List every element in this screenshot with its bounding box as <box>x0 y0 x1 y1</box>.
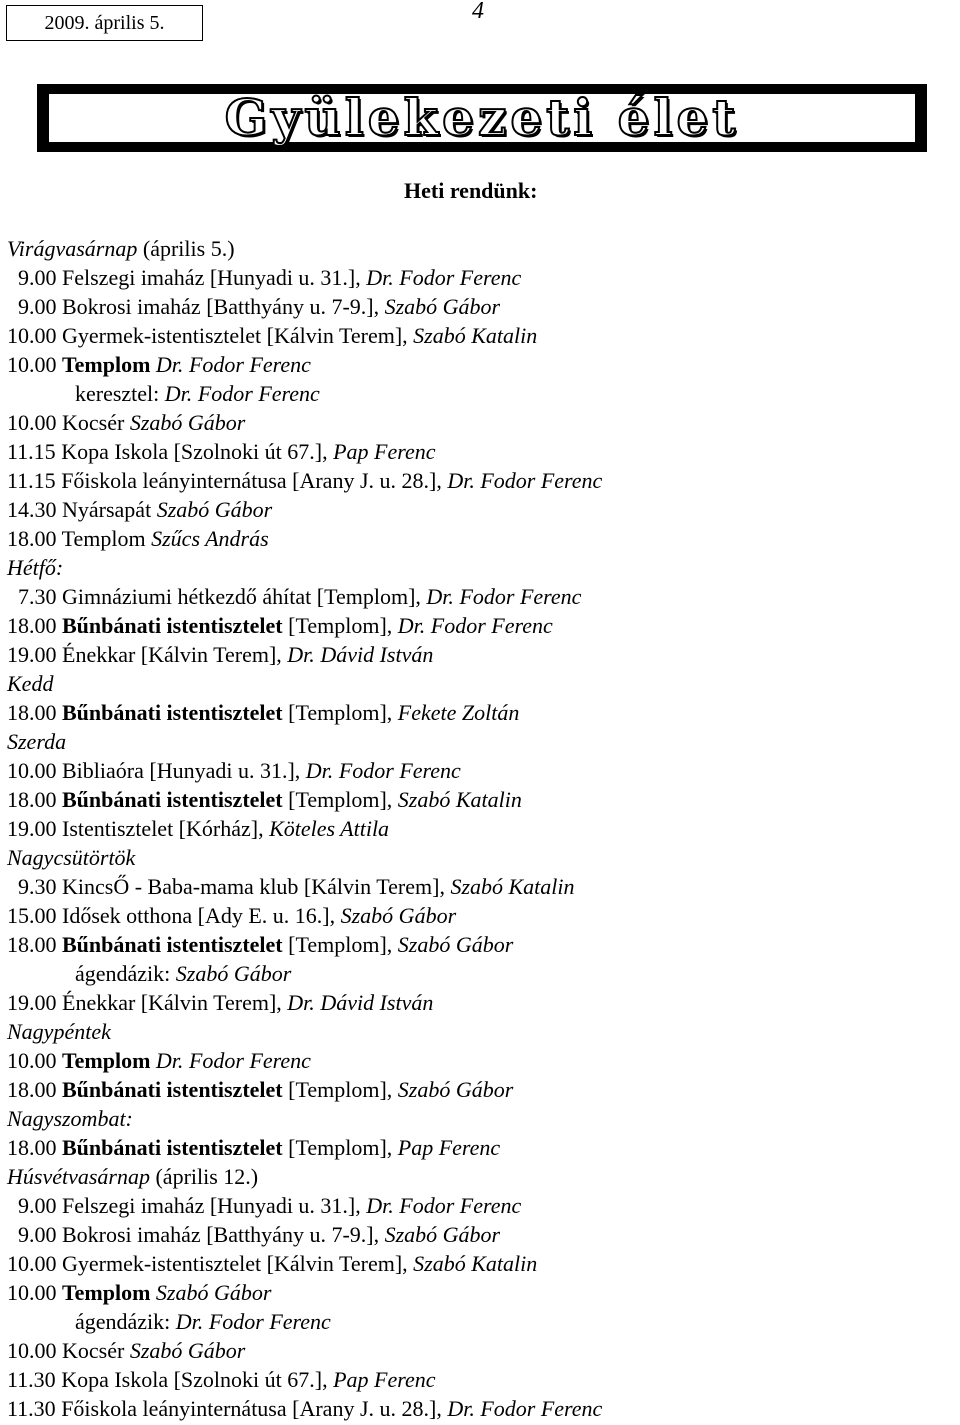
entry-location: Templom <box>61 526 152 551</box>
entry-service: Bűnbánati istentisztelet <box>62 1077 283 1102</box>
entry-title: Dr. <box>397 613 426 638</box>
day-label: Virágvasárnap <box>7 236 138 261</box>
schedule-entry <box>7 292 947 321</box>
schedule-entry <box>7 872 947 901</box>
entry-person: Szabó Gábor <box>129 1338 246 1363</box>
banner-title: Gyülekezeti élet <box>224 88 740 147</box>
day-label: Hétfő: <box>7 555 64 580</box>
entry-person: Szűcs András <box>151 526 269 551</box>
entry-time: 10.00 <box>7 323 62 348</box>
day-heading <box>7 1017 947 1046</box>
entry-title: Dr. <box>366 265 394 290</box>
entry-location: ágendázik: <box>75 1309 176 1334</box>
schedule-entry <box>7 379 947 408</box>
entry-time: 11.15 <box>7 468 62 493</box>
entry-location: Gyermek-istentisztelet [Kálvin Terem], <box>62 323 414 348</box>
schedule-entry <box>7 1249 947 1278</box>
date-box <box>6 5 203 41</box>
entry-location: Főiskola leányinternátusa [Arany J. u. 28.], <box>61 468 448 493</box>
entry-time: 11.15 <box>7 439 62 464</box>
schedule-entry <box>7 988 947 1017</box>
entry-person: Fodor Ferenc <box>393 265 522 290</box>
entry-time: 18.00 <box>7 700 62 725</box>
entry-person: Fodor Ferenc <box>393 1193 522 1218</box>
day-label: Nagypéntek <box>7 1019 111 1044</box>
schedule-entry <box>7 524 947 553</box>
entry-time: 11.30 <box>7 1396 62 1421</box>
schedule-entry <box>7 930 947 959</box>
entry-location: Kopa Iskola [Szolnoki út 67.], <box>61 1367 334 1392</box>
section-banner <box>37 84 927 152</box>
entry-location: KincsŐ - Baba-mama klub [Kálvin Terem], <box>62 874 451 899</box>
entry-location: Bokrosi imaház [Batthyány u. 7-9.], <box>62 294 385 319</box>
entry-title: Dr. <box>287 642 315 667</box>
schedule-entry <box>7 1394 947 1423</box>
schedule-entry <box>7 1133 947 1162</box>
entry-location: Felszegi imaház [Hunyadi u. 31.], <box>62 1193 367 1218</box>
entry-service: Templom <box>62 1048 151 1073</box>
schedule-entry <box>7 437 947 466</box>
day-note: (április 12.) <box>149 1164 259 1189</box>
schedule-entry <box>7 814 947 843</box>
entry-location: [Templom], <box>282 1135 398 1160</box>
day-label: Nagycsütörtök <box>7 845 136 870</box>
entry-person: Pap Ferenc <box>333 1367 436 1392</box>
entry-time: 10.00 <box>7 1338 62 1363</box>
day-label: Nagyszombat: <box>7 1106 133 1131</box>
entry-title: Dr. <box>447 468 475 493</box>
day-label: Kedd <box>7 671 54 696</box>
schedule-entry <box>7 1307 947 1336</box>
entry-person: Szabó Katalin <box>413 323 538 348</box>
entry-time: 10.00 <box>7 410 62 435</box>
day-heading <box>7 669 947 698</box>
schedule-entry <box>7 582 947 611</box>
entry-time: 10.00 <box>7 1280 62 1305</box>
entry-location: Bokrosi imaház [Batthyány u. 7-9.], <box>62 1222 385 1247</box>
entry-person: Szabó Gábor <box>155 1280 272 1305</box>
entry-time: 10.00 <box>7 352 62 377</box>
day-label: Szerda <box>7 729 67 754</box>
entry-person: Dávid István <box>314 642 434 667</box>
entry-location: Bibliaóra [Hunyadi u. 31.], <box>62 758 306 783</box>
entry-location: Kocsér <box>62 1338 130 1363</box>
schedule-entry <box>7 1075 947 1104</box>
day-heading <box>7 234 947 263</box>
entry-time: 18.00 <box>7 1077 62 1102</box>
entry-title: Dr. <box>155 1048 184 1073</box>
entry-location: Nyársapát <box>62 497 157 522</box>
entry-title: Dr. <box>447 1396 475 1421</box>
entry-service: Bűnbánati istentisztelet <box>62 613 283 638</box>
entry-person: Szabó Gábor <box>397 1077 514 1102</box>
entry-person: Szabó Katalin <box>413 1251 538 1276</box>
day-heading <box>7 843 947 872</box>
schedule-entry <box>7 466 947 495</box>
entry-service: Templom <box>62 352 151 377</box>
entry-location: Főiskola leányinternátusa [Arany J. u. 28.], <box>61 1396 448 1421</box>
entry-location: [Templom], <box>282 932 398 957</box>
day-note: (április 5.) <box>137 236 235 261</box>
schedule-entry <box>7 495 947 524</box>
entry-location: Idősek otthona [Ady E. u. 16.], <box>62 903 341 928</box>
schedule-entry <box>7 263 947 292</box>
entry-location: [Templom], <box>282 700 398 725</box>
entry-person: Fodor Ferenc <box>425 613 553 638</box>
day-label: Húsvétvasárnap <box>7 1164 150 1189</box>
entry-person: Fodor Ferenc <box>474 1396 603 1421</box>
schedule-entry <box>7 1220 947 1249</box>
entry-time: 18.00 <box>7 526 62 551</box>
entry-person: Fodor Ferenc <box>183 352 311 377</box>
entry-time: 18.00 <box>7 932 62 957</box>
schedule-entry <box>7 1365 947 1394</box>
schedule-entry <box>7 785 947 814</box>
entry-location: Istentisztelet [Kórház], <box>62 816 270 841</box>
entry-service: Bűnbánati istentisztelet <box>62 700 283 725</box>
schedule-entry <box>7 1191 947 1220</box>
entry-title: Dr. <box>426 584 454 609</box>
day-heading <box>7 1162 947 1191</box>
entry-time: 9.00 <box>18 1222 62 1247</box>
entry-time: 9.30 <box>18 874 62 899</box>
entry-service: Templom <box>62 1280 151 1305</box>
schedule-entry <box>7 901 947 930</box>
entry-person: Szabó Katalin <box>397 787 522 812</box>
entry-person: Szabó Gábor <box>156 497 273 522</box>
entry-time: 10.00 <box>7 758 62 783</box>
schedule-entry <box>7 640 947 669</box>
day-heading <box>7 727 947 756</box>
entry-time: 15.00 <box>7 903 62 928</box>
entry-time: 19.00 <box>7 642 62 667</box>
weekly-schedule <box>7 234 947 1423</box>
entry-time: 18.00 <box>7 613 62 638</box>
entry-person: Pap Ferenc <box>333 439 436 464</box>
entry-person: Fekete Zoltán <box>397 700 520 725</box>
entry-person: Fodor Ferenc <box>474 468 603 493</box>
schedule-entry <box>7 350 947 379</box>
entry-location: ágendázik: <box>75 961 176 986</box>
entry-time: 18.00 <box>7 787 62 812</box>
entry-service: Bűnbánati istentisztelet <box>62 932 283 957</box>
entry-person: Fodor Ferenc <box>453 584 582 609</box>
entry-location: keresztel: <box>75 381 165 406</box>
entry-service: Bűnbánati istentisztelet <box>62 787 283 812</box>
entry-time: 19.00 <box>7 990 62 1015</box>
day-heading <box>7 1104 947 1133</box>
entry-title: Dr. <box>305 758 334 783</box>
entry-time: 9.00 <box>18 265 62 290</box>
entry-title: Dr. <box>155 352 184 377</box>
entry-time: 9.00 <box>18 1193 62 1218</box>
entry-title: Dr. <box>164 381 193 406</box>
entry-location: [Templom], <box>282 1077 398 1102</box>
schedule-entry <box>7 1046 947 1075</box>
schedule-entry <box>7 959 947 988</box>
entry-time: 9.00 <box>18 294 62 319</box>
entry-person: Fodor Ferenc <box>192 381 320 406</box>
entry-time: 14.30 <box>7 497 62 522</box>
entry-title: Dr. <box>287 990 315 1015</box>
schedule-heading: Heti rendünk: <box>404 178 538 203</box>
entry-title: Dr. <box>175 1309 204 1334</box>
entry-person: Szabó Gábor <box>384 294 501 319</box>
entry-location: Énekkar [Kálvin Terem], <box>62 990 288 1015</box>
entry-person: Köteles Attila <box>269 816 390 841</box>
entry-service: Bűnbánati istentisztelet <box>62 1135 283 1160</box>
entry-person: Fodor Ferenc <box>203 1309 331 1334</box>
entry-person: Szabó Gábor <box>397 932 514 957</box>
entry-time: 10.00 <box>7 1251 62 1276</box>
schedule-entry <box>7 756 947 785</box>
entry-location: Kopa Iskola [Szolnoki út 67.], <box>61 439 334 464</box>
entry-location: Kocsér <box>62 410 130 435</box>
entry-person: Szabó Gábor <box>384 1222 501 1247</box>
entry-location: Gimnáziumi hétkezdő áhítat [Templom], <box>62 584 427 609</box>
day-heading <box>7 553 947 582</box>
entry-title: Dr. <box>366 1193 394 1218</box>
schedule-entry <box>7 321 947 350</box>
entry-time: 19.00 <box>7 816 62 841</box>
entry-person: Szabó Gábor <box>340 903 457 928</box>
schedule-entry <box>7 1336 947 1365</box>
entry-person: Dávid István <box>314 990 434 1015</box>
entry-person: Szabó Gábor <box>129 410 246 435</box>
entry-person: Fodor Ferenc <box>183 1048 311 1073</box>
schedule-entry <box>7 408 947 437</box>
schedule-entry <box>7 1278 947 1307</box>
entry-location: Énekkar [Kálvin Terem], <box>62 642 288 667</box>
entry-person: Szabó Katalin <box>450 874 575 899</box>
entry-time: 11.30 <box>7 1367 62 1392</box>
entry-location: Felszegi imaház [Hunyadi u. 31.], <box>62 265 367 290</box>
entry-person: Pap Ferenc <box>397 1135 501 1160</box>
banner-frame <box>47 88 917 147</box>
entry-time: 18.00 <box>7 1135 62 1160</box>
entry-time: 7.30 <box>18 584 62 609</box>
schedule-entry <box>7 611 947 640</box>
entry-location: Gyermek-istentisztelet [Kálvin Terem], <box>62 1251 414 1276</box>
entry-time: 10.00 <box>7 1048 62 1073</box>
schedule-entry <box>7 698 947 727</box>
entry-location: [Templom], <box>282 787 398 812</box>
entry-person: Fodor Ferenc <box>333 758 461 783</box>
entry-location: [Templom], <box>282 613 398 638</box>
date-text: 2009. április 5. <box>44 12 165 34</box>
page-number: 4 <box>472 0 484 24</box>
entry-person: Szabó Gábor <box>175 961 292 986</box>
